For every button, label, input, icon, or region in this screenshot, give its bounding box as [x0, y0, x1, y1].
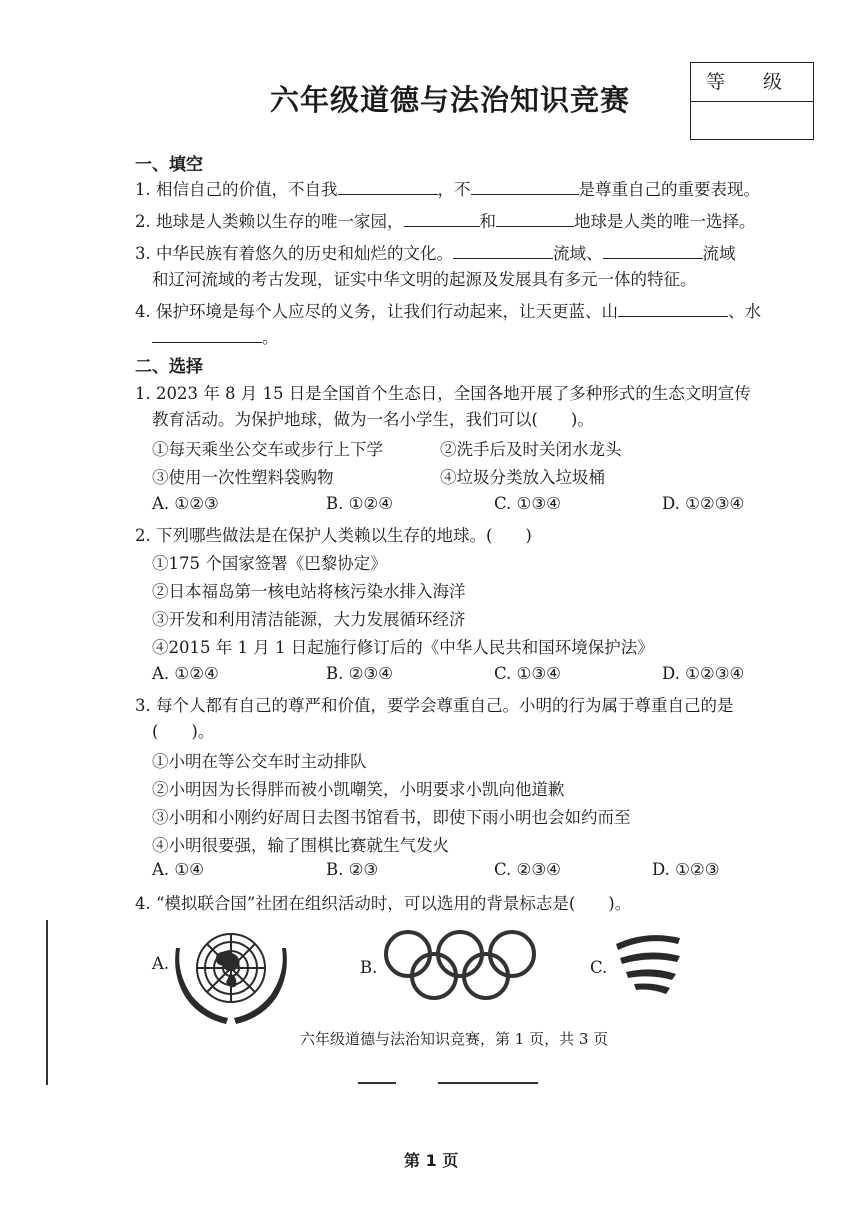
blank-8[interactable]	[152, 326, 262, 343]
fill-q4-line2	[152, 324, 279, 348]
choice-q2-item1: ①175 个国家签署《巴黎协定》	[152, 554, 387, 573]
choice-q1-item2: ②洗手后及时关闭水龙头	[440, 440, 622, 459]
fill-q1-text-c: 是尊重自己的重要表现。	[578, 180, 760, 199]
choice-q3-option-a[interactable]: A. ①④	[152, 860, 204, 879]
olympic-ring	[490, 932, 534, 976]
fill-q2-text-a: 2. 地球是人类赖以生存的唯一家园，	[135, 212, 404, 231]
fill-q1-text-a: 1. 相信自己的价值，不自我	[135, 180, 338, 199]
choice-q1-item1: ①每天乘坐公交车或步行上下学	[152, 440, 383, 459]
choice-q3-item1: ①小明在等公交车时主动排队	[152, 752, 367, 771]
grade-label: 等 级	[691, 63, 813, 102]
un-emblem-icon[interactable]	[172, 918, 290, 1026]
blank-5[interactable]	[453, 242, 553, 259]
choice-q3-item4: ④小明很要强，输了围棋比赛就生气发火	[152, 836, 449, 855]
choice-q1-line2: 教育活动。为保护地球，做为一名小学生，我们可以( )。	[152, 410, 594, 429]
section-fill-heading: 一、填空	[135, 155, 203, 175]
blank-1[interactable]	[338, 178, 438, 195]
choice-q3-item3: ③小明和小刚约好周日去图书馆看书，即使下雨小明也会如约而至	[152, 808, 631, 827]
choice-q3-option-d[interactable]: D. ①②③	[652, 860, 720, 879]
fill-q3-text-b: 流域、	[553, 244, 603, 263]
olympic-ring	[412, 954, 456, 998]
choice-q4-label-b: B.	[360, 958, 378, 977]
choice-q4-line1: 4. “模拟联合国”社团在组织活动时，可以选用的背景标志是( )。	[135, 894, 632, 913]
section-choice-heading: 二、选择	[135, 357, 203, 377]
olympic-ring	[464, 954, 508, 998]
choice-q1-item3: ③使用一次性塑料袋购物	[152, 468, 334, 487]
olympic-rings-icon[interactable]	[380, 930, 540, 1000]
choice-q4-label-c: C.	[590, 958, 608, 977]
fill-q4-text-b: 、水	[728, 302, 761, 321]
fill-q4-text-a: 4. 保护环境是每个人应尽的义务，让我们行动起来，让天更蓝、山	[135, 302, 618, 321]
fill-q3-text-c: 流域	[702, 244, 736, 263]
fill-q1-text-b: ，不	[437, 180, 471, 199]
choice-q2-option-c[interactable]: C. ①③④	[494, 664, 561, 683]
choice-q1-option-c[interactable]: C. ①③④	[494, 494, 561, 513]
fill-q2-text-b: 和	[479, 212, 496, 231]
choice-q2-option-d[interactable]: D. ①②③④	[662, 664, 745, 683]
blank-4[interactable]	[496, 210, 574, 227]
blank-7[interactable]	[618, 300, 728, 317]
scan-edge-mark	[46, 920, 48, 1085]
wto-logo-icon[interactable]	[610, 928, 690, 1003]
choice-q3-line2: ( )。	[152, 722, 215, 741]
page-number-label: 第 1 页	[404, 1151, 459, 1170]
choice-q2-option-b[interactable]: B. ②③④	[326, 664, 393, 683]
fill-q2-text-c: 地球是人类的唯一选择。	[574, 212, 756, 231]
choice-q4-label-a: A.	[152, 954, 170, 973]
fill-q4-line1	[135, 298, 761, 322]
choice-q2-item3: ③开发和利用清洁能源，大力发展循环经济	[152, 610, 466, 629]
choice-q3-item2: ②小明因为长得胖而被小凯嘲笑，小明要求小凯向他道歉	[152, 780, 565, 799]
choice-q1-line1: 1. 2023 年 8 月 15 日是全国首个生态日，全国各地开展了多种形式的生态文明宣传	[135, 384, 751, 403]
choice-q3-line1: 3. 每个人都有自己的尊严和价值，要学会尊重自己。小明的行为属于尊重自己的是	[135, 696, 734, 715]
scan-mark	[358, 1082, 396, 1084]
fill-q3-text-a: 3. 中华民族有着悠久的历史和灿烂的文化。	[135, 244, 453, 263]
grade-input-area[interactable]	[691, 102, 813, 140]
fill-q4-text-c: 。	[262, 328, 279, 347]
choice-q2-item4: ④2015 年 1 月 1 日起施行修订后的《中华人民共和国环境保护法》	[152, 638, 654, 657]
page-footer: 六年级道德与法治知识竞赛，第 1 页，共 3 页	[300, 1030, 609, 1048]
fill-q2	[135, 208, 756, 232]
blank-3[interactable]	[404, 210, 480, 227]
blank-6[interactable]	[603, 242, 703, 259]
choice-q1-option-b[interactable]: B. ①②④	[326, 494, 393, 513]
fill-q3-line1	[135, 240, 736, 264]
choice-q3-option-c[interactable]: C. ②③④	[494, 860, 561, 879]
choice-q2-option-a[interactable]: A. ①②④	[152, 664, 219, 683]
choice-q1-option-d[interactable]: D. ①②③④	[662, 494, 745, 513]
grade-box	[690, 62, 814, 140]
choice-q2-item2: ②日本福岛第一核电站将核污染水排入海洋	[152, 582, 466, 601]
page-title: 六年级道德与法治知识竞赛	[270, 83, 631, 117]
olympic-ring	[438, 932, 482, 976]
fill-q3-line2: 和辽河流域的考古发现，证实中华文明的起源及发展具有多元一体的特征。	[152, 270, 697, 289]
choice-q1-item4: ④垃圾分类放入垃圾桶	[440, 468, 605, 487]
olympic-ring	[386, 932, 430, 976]
scan-mark	[438, 1082, 538, 1084]
choice-q3-option-b[interactable]: B. ②③	[326, 860, 379, 879]
blank-2[interactable]	[471, 178, 579, 195]
choice-q2-line1: 2. 下列哪些做法是在保护人类赖以生存的地球。( )	[135, 526, 532, 545]
choice-q1-option-a[interactable]: A. ①②③	[152, 494, 219, 513]
fill-q1	[135, 176, 760, 200]
